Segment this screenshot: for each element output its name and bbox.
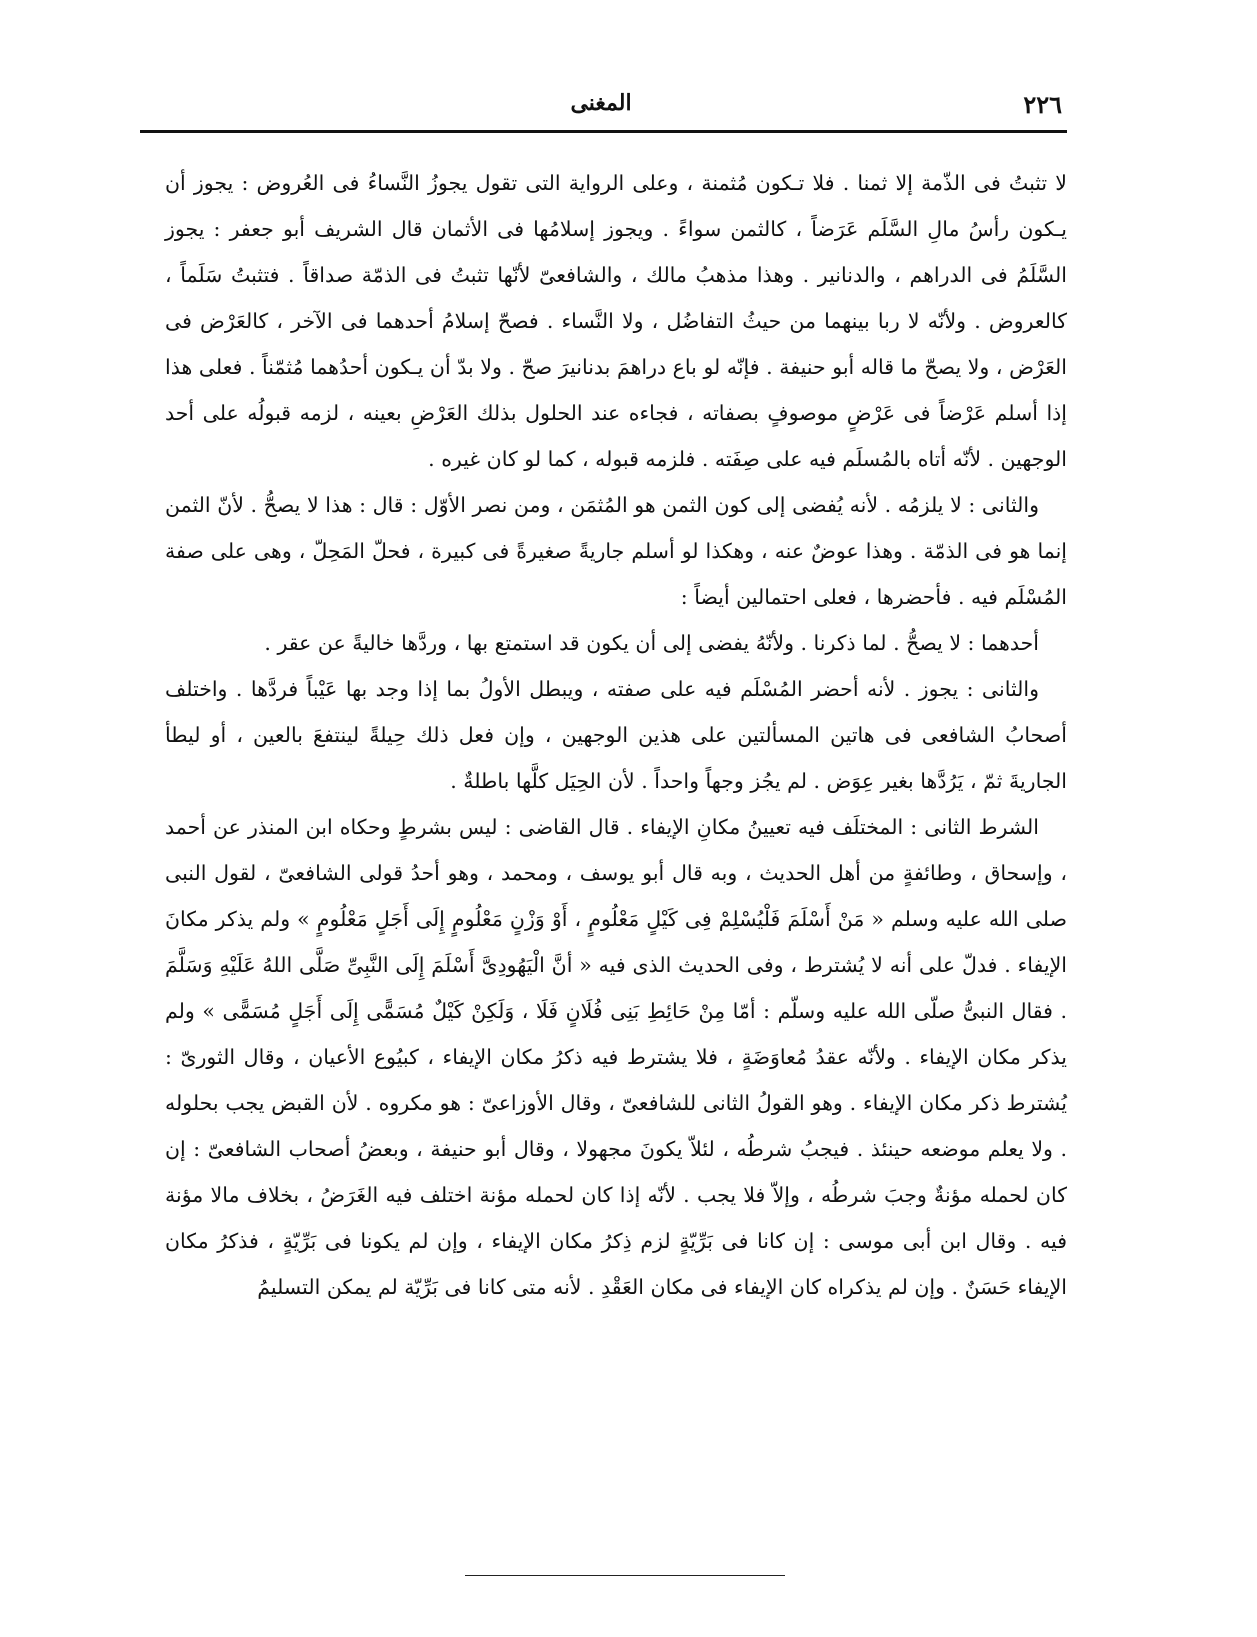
running-title: المغنى xyxy=(570,90,632,116)
paragraph-5: الشرط الثانى : المختلَف فيه تعيينُ مكانِ الإيفاء . قال القاضى : ليس بشرطٍ وحكاه ابن المنذر عن أحمد ، وإسحاق ، وطائفةٍ من أهل الحديث ، وبه قال أبو يوسف ، ومحمد ، وهو أحدُ قولى الشافعىّ ، لقول النبى صلى الله عليه وسلم « مَنْ أَسْلَمَ فَلْيُسْلِمْ فِى كَيْلٍ مَعْلُومٍ ، أَوْ وَزْنٍ مَعْلُومٍ إِلَى أَجَلٍ مَعْلُومٍ » ولم يذكر مكانَ الإيفاء . فدلّ على أنه لا يُشترط ، وفى الحديث الذى فيه « أنَّ الْيَهُودِىَّ أَسْلَمَ إِلَى النَّبِىِّ صَلَّى اللهُ عَلَيْهِ وَسَلَّمَ . فقال النبىُّ صلّى الله عليه وسلّم : أمّا مِنْ حَائِطِ بَنِى فُلَانٍ فَلَا ، وَلَكِنْ كَيْلٌ مُسَمًّى إِلَى أَجَلٍ مُسَمًّى » ولم يذكر مكان الإيفاء . ولأنّه عقدُ مُعاوَضَةٍ ، فلا يشترط فيه ذكرُ مكان الإيفاء ، كبيُوع الأعيان ، وقال الثورىّ : يُشترط ذكر مكان الإيفاء . وهو القولُ الثانى للشافعىّ ، وقال الأوزاعىّ : هو مكروه . لأن القبض يجب بحلوله . ولا يعلم موضعه حينئذ . فيجبُ شرطُه ، لئلاّ يكونَ مجهولا ، وقال أبو حنيفة ، وبعضُ أصحاب الشافعىّ : إن كان لحمله مؤنةٌ وجبَ شرطُه ، وإلاّ فلا يجب . لأنّه إذا كان لحمله مؤنة اختلف فيه الغَرَضُ ، بخلاف مالا مؤنة فيه . وقال ابن أبى موسى : إن كانا فى بَرِّيّةٍ لزم ذِكرُ مكان الإيفاء ، وإن لم يكونا فى بَرِّيّةٍ ، فذكرُ مكان الإيفاء حَسَنٌ . وإن لم يذكراه كان الإيفاء فى مكان العَقْدِ . لأنه متى كانا فى بَرِّيّة لم يمكن التسليمُ xyxy=(165,815,1067,1299)
paragraph-4: والثانى : يجوز . لأنه أحضر المُسْلَم فيه على صفته ، ويبطل الأولُ بما إذا وجد بها عَيْباً فردَّها . واختلف أصحابُ الشافعى فى هاتين المسألتين على هذين الوجهين ، وإن فعل ذلك حِيلةً لينتفعَ بالعين ، أو ليطأ الجاريةَ ثمّ ، يَرُدَّها بغير عِوَض . لم يجُز وجهاً واحداً . لأن الحِيَل كلَّها باطلةٌ . xyxy=(165,677,1067,793)
paragraph-2: والثانى : لا يلزمُه . لأنه يُفضى إلى كون الثمن هو المُثمَن ، ومن نصر الأوّل : قال : هذا لا يصحُّ . لأنّ الثمن إنما هو فى الذمّة . وهذا عوضٌ عنه ، وهكذا لو أسلم جاريةً صغيرةً فى كبيرة ، فحلّ المَحِلّ ، وهى على صفة المُسْلَم فيه . فأحضرها ، فعلى احتمالين أيضاً : xyxy=(165,493,1067,609)
footer-rule xyxy=(465,1575,785,1576)
running-head xyxy=(140,90,1062,130)
paragraph-1: لا تثبتُ فى الذّمة إلا ثمنا . فلا تـكون مُثمنة ، وعلى الرواية التى تقول يجوزُ النَّساءُ فى العُروض : يجوز أن يـكون رأسُ مالِ السَّلَم عَرَضاً ، كالثمن سواءً . ويجوز إسلامُها فى الأثمان قال الشريف أبو جعفر : يجوز السَّلَمُ فى الدراهم ، والدنانير . وهذا مذهبُ مالك ، والشافعىّ لأنّها تثبتُ فى الذمّة صداقاً . فتثبتُ سَلَماً ، كالعروض . ولأنّه لا ربا بينهما من حيثُ التفاضُل ، ولا النَّساء . فصحّ إسلامُ أحدهما فى الآخر ، كالعَرْض فى العَرْض ، ولا يصحّ ما قاله أبو حنيفة . فإنّه لو باع دراهمَ بدنانيرَ صحّ . ولا بدّ أن يـكون أحدُهما مُثمّناً . فعلى هذا إذا أسلم عَرْضاً فى عَرْضٍ موصوفٍ بصفاته ، فجاءه عند الحلول بذلك العَرْضِ بعينه ، لزمه قبولُه على أحد الوجهين . لأنّه أتاه بالمُسلَم فيه على صِفَته . فلزمه قبوله ، كما لو كان غيره . xyxy=(165,171,1067,471)
body-text xyxy=(165,160,1067,1310)
page-number: ٢٢٦ xyxy=(1023,90,1062,119)
header-rule xyxy=(140,130,1067,133)
paragraph-3: أحدهما : لا يصحُّ . لما ذكرنا . ولأنّهُ يفضى إلى أن يكون قد استمتع بها ، وردَّها خاليةً عن عقر . xyxy=(264,631,1039,655)
